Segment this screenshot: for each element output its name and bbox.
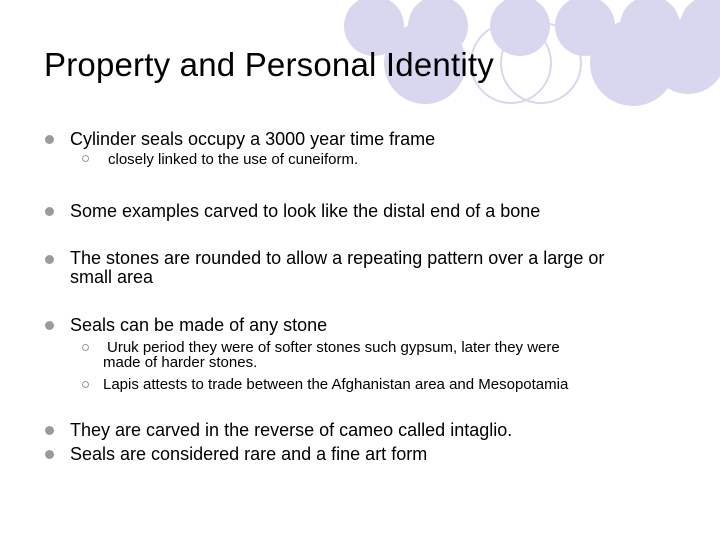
decorative-circle	[650, 18, 720, 94]
bullet-dot	[45, 450, 54, 459]
decorative-circle-outline	[500, 22, 582, 104]
bullet-text: Cylinder seals occupy a 3000 year time frame	[70, 129, 436, 149]
bullet-text: The stones are rounded to allow a repeating pattern over a large or	[70, 248, 605, 268]
sub-bullet-text: closely linked to the use of cuneiform.	[108, 151, 359, 168]
bullet-text: Seals are considered rare and a fine art form	[70, 444, 428, 464]
bullet-dot	[45, 426, 54, 435]
bullet-dot	[45, 207, 54, 216]
bullet-text: Some examples carved to look like the distal end of a bone	[70, 201, 541, 221]
sub-bullet-text: Lapis attests to trade between the Afghanistan area and Mesopotamia	[103, 376, 569, 393]
bullet-dot	[45, 255, 54, 264]
sub-bullet-dot	[82, 344, 89, 351]
slide-title: Property and Personal Identity	[44, 46, 494, 83]
bullet-text: Seals can be made of any stone	[70, 315, 328, 335]
bullet-dot	[45, 135, 54, 144]
sub-bullet-dot	[82, 381, 89, 388]
sub-bullet-text: Uruk period they were of softer stones such gypsum, later they were	[107, 339, 560, 356]
bullet-text-continued: small area	[70, 267, 154, 287]
bullet-text: They are carved in the reverse of cameo called intaglio.	[70, 420, 513, 440]
sub-bullet-text-continued: made of harder stones.	[103, 354, 258, 371]
sub-bullet-dot	[82, 155, 89, 162]
bullet-dot	[45, 321, 54, 330]
